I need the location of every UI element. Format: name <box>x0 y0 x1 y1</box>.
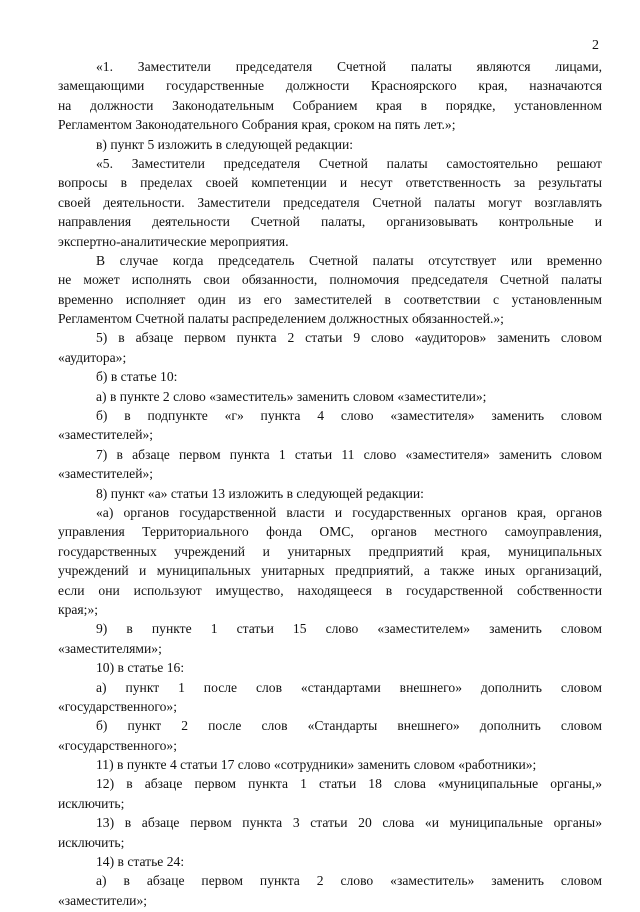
text-line: «а) органов государственной власти и государственных органов края, органов <box>96 504 602 520</box>
text-line: а) пункт 1 после слов «стандартами внешнего» дополнить словом <box>96 679 602 695</box>
text-line: 13) в абзаце первом пункта 3 статьи 20 слова «и муниципальные органы» <box>96 815 602 831</box>
text-line: 10) в статье 16: <box>96 660 185 676</box>
text-line: «аудитора»; <box>58 349 127 365</box>
text-line: 9) в пункте 1 статьи 15 слово «заместителем» заменить словом <box>96 621 602 637</box>
text-line: б) в подпункте «г» пункта 4 слово «заместителя» заменить словом <box>96 408 602 424</box>
text-line: учреждений и муниципальных унитарных предприятий, а также иных организаций, <box>58 563 602 579</box>
text-line: Регламентом Счетной палаты распределением должностных обязанностей.»; <box>58 311 504 327</box>
text-line: не может исполнять свои обязанности, полномочия председателя Счетной палаты <box>58 272 602 288</box>
text-line: 12) в абзаце первом пункта 1 статьи 18 слова «муниципальные органы,» <box>96 776 602 792</box>
text-line: 11) в пункте 4 статьи 17 слово «сотрудники» заменить словом «работники»; <box>96 757 537 773</box>
text-line: временно исполняет один из его заместителей в соответствии с установленным <box>58 291 602 307</box>
text-line: управления Территориального фонда ОМС, органов местного самоуправления, <box>58 524 602 540</box>
text-line: «заместителей»; <box>58 427 154 443</box>
text-line: «государственного»; <box>58 737 178 753</box>
text-line: «государственного»; <box>58 698 178 714</box>
text-line: исключить; <box>58 834 125 850</box>
text-line: 8) пункт «а» статьи 13 изложить в следующей редакции: <box>96 485 424 501</box>
text-line: края;»; <box>58 601 99 617</box>
text-line: Регламентом Законодательного Собрания края, сроком на пять лет.»; <box>58 117 456 133</box>
document-body <box>58 57 602 910</box>
text-line: б) в статье 10: <box>96 369 178 385</box>
text-line: экспертно-аналитические мероприятия. <box>58 233 289 249</box>
text-line: «1. Заместители председателя Счетной палаты являются лицами, <box>96 59 602 74</box>
text-line: «заместители»; <box>58 892 148 908</box>
text-line: исключить; <box>58 795 125 811</box>
page-number: 2 <box>592 38 599 53</box>
text-line: 7) в абзаце первом пункта 1 статьи 11 слово «заместителя» заменить словом <box>96 446 602 462</box>
text-line: «5. Заместители председателя Счетной палаты самостоятельно решают <box>96 155 602 171</box>
text-line: на должности Законодательным Собранием края в порядке, установленном <box>58 97 602 113</box>
text-line: «заместителей»; <box>58 466 154 482</box>
text-line: если они используют имущество, находящееся в государственной собственности <box>58 582 602 598</box>
text-line: «заместителями»; <box>58 640 162 656</box>
text-line: 14) в статье 24: <box>96 854 185 870</box>
text-line: вопросы в пределах своей компетенции и несут ответственность за результаты <box>58 175 602 191</box>
text-line: государственных учреждений и унитарных предприятий края, муниципальных <box>58 543 602 559</box>
text-line: 5) в абзаце первом пункта 2 статьи 9 слово «аудиторов» заменить словом <box>96 330 602 346</box>
text-line: а) в пункте 2 слово «заместитель» заменить словом «заместители»; <box>96 388 487 404</box>
text-line: В случае когда председатель Счетной палаты отсутствует или временно <box>96 252 602 268</box>
text-line: а) в абзаце первом пункта 2 слово «заместитель» заменить словом <box>96 873 602 889</box>
text-line: б) пункт 2 после слов «Стандарты внешнего» дополнить словом <box>96 718 602 734</box>
text-line: замещающими государственные должности Красноярского края, назначаются <box>58 78 602 94</box>
text-line: направления деятельности Счетной палаты, организовывать контрольные и <box>58 214 602 230</box>
text-line: своей деятельности. Заместители председателя Счетной палаты могут возглавлять <box>58 194 602 210</box>
text-line: в) пункт 5 изложить в следующей редакции: <box>96 136 354 152</box>
